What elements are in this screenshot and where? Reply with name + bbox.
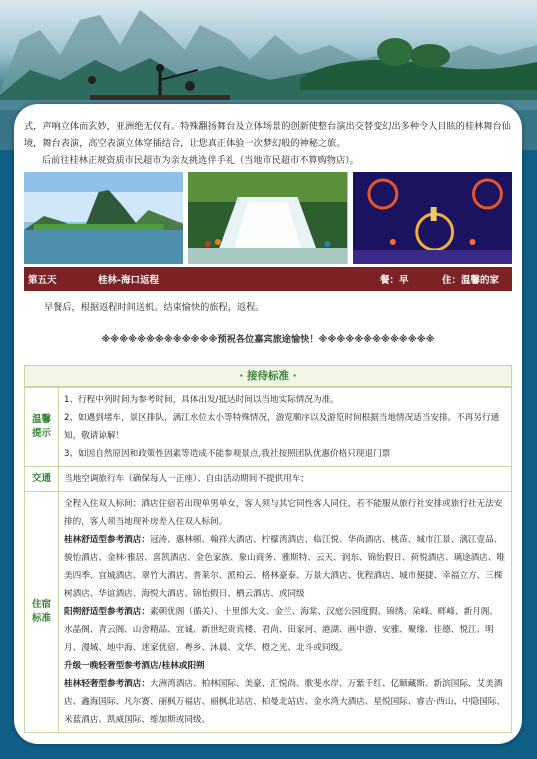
farewell-wish: ※※※※※※※※※※※※※预祝各位嘉宾旅途愉快！※※※※※※※※※※※※※: [101, 334, 435, 345]
reception-standard-title: · 接待标准 ·: [24, 365, 512, 387]
reception-standard-table: [24, 387, 512, 733]
day-label: 第五天: [28, 275, 57, 286]
karst-landscape-photo: [24, 172, 183, 264]
intro-paragraph: 式，声响立体而玄妙，亚洲绝无仅有。特殊翻扬舞台及立体场景的创新使整台演出交替变幻出多种令人目眩的桂林舞台仙境，舞台表演，高空表演立体穿插结合，让您真正体验一次梦幻般的神秘之旅。: [24, 121, 511, 149]
row-label-lodging: 住宿标准: [25, 492, 59, 733]
tips-cell: [59, 388, 512, 467]
day-five-header: [24, 267, 512, 291]
souvenir-paragraph: 后前往桂林正规资质市民超市为亲友挑选伴手礼（当地市民超市不算购物店）。: [42, 155, 359, 166]
yangshuo-hotels: 阳朔舒适型参考酒店：素朝优阁（循关）、十里郎大文、金兰、海棠、汉庭公园度假、锦绣、朵峰、畔峰、新月阁、水晶阁、青云阁、山舍精品、宜诚、新世纪贵宾楼、君尚、田家河、港湖、画中游、安雅、聚缘、佳德、悦江、明月、漫城、地中海、迷家优宿、粤乡、沐晨、文华、橙之光、北斗或同级。: [64, 607, 498, 653]
row-label-tips: 温馨提示: [25, 388, 59, 467]
lodging-intro: 全程入住双人标间；酒店住宿若出现单男单女，客人须与其它同性客人同住，若不能服从旅行社安排或旅行社无法安排的，客人须当地现补房差入住双人标间。: [64, 499, 503, 527]
day-route: 桂林-海口返程: [98, 275, 159, 286]
stage-performance-photo: [353, 172, 512, 264]
waterfall-photo: [188, 172, 347, 264]
table-row: [25, 467, 512, 492]
guilin-hotels: 桂林舒适型参考酒店：冠涛、惠林顿、翰祥大酒店、柠檬湾酒店、临江悦、华尚酒店、桃苗、城市江景、漓江壹品、骏怡酒店、金林·雅居、喜凯酒店、金色家族、象山商务、雅斯特、云天、润东、锦怡假日、荷悦酒店、璃途酒店、唯美四季、宜城酒店、翠竹大酒店、普莱尔、派柏云、格林豪泰、万景大酒店、优程酒店、城市便捷、幸福立方、三棵树酒店、华谊酒店、海悦大酒店、锦怡假日、栖云酒店、或同级: [64, 535, 506, 599]
tip-line: 1、行程中列时间为参考时间，具体出发/抵达时间以当地实际情况为准。: [64, 395, 339, 405]
transport-cell: 当地空调旅行车（确保每人一正座）、自由活动期间不提供用车；: [59, 467, 512, 492]
table-row: [25, 492, 512, 733]
luxury-hotels: 桂林轻奢型参考酒店：大洲湾酒店、柏林国际、美豪、汇悦尚、歌斐水岸、万紫千红、亿颐藏斯、新滨国际、艾美酒店、鑫海国际、凡尔赛、丽枫万福店、丽枫北站店、柏曼北站店、金水湾大酒店、星悦国际、睿吉·西山、中隐国际、米蓝酒店、凯威国际、维加斯或同级。: [64, 679, 506, 725]
itinerary-card: [14, 104, 522, 744]
table-row: [25, 388, 512, 467]
day-five-description: 早餐后，根据返程时间送机。结束愉快的旅程，返程。: [44, 302, 265, 313]
day-meal: 餐：早: [380, 275, 409, 286]
row-label-transport: 交通: [25, 467, 59, 492]
upgrade-title: 升级一晚轻奢型参考酒店/桂林或阳朔: [64, 661, 205, 671]
tip-line: 2、如遇到堵车，景区排队，漓江水位太小等特殊情况，游览顺序以及游览时间根据当地情况适当安排。不再另行通知，敬请谅解！: [64, 413, 500, 441]
tip-line: 3、如因自然原因和政策性因素等造成不能参观景点,我社按照团队优惠价格只现退门票: [64, 449, 391, 459]
day-lodging: 住：温馨的家: [442, 275, 500, 286]
lodging-cell: [59, 492, 512, 733]
photo-strip: [24, 172, 512, 264]
